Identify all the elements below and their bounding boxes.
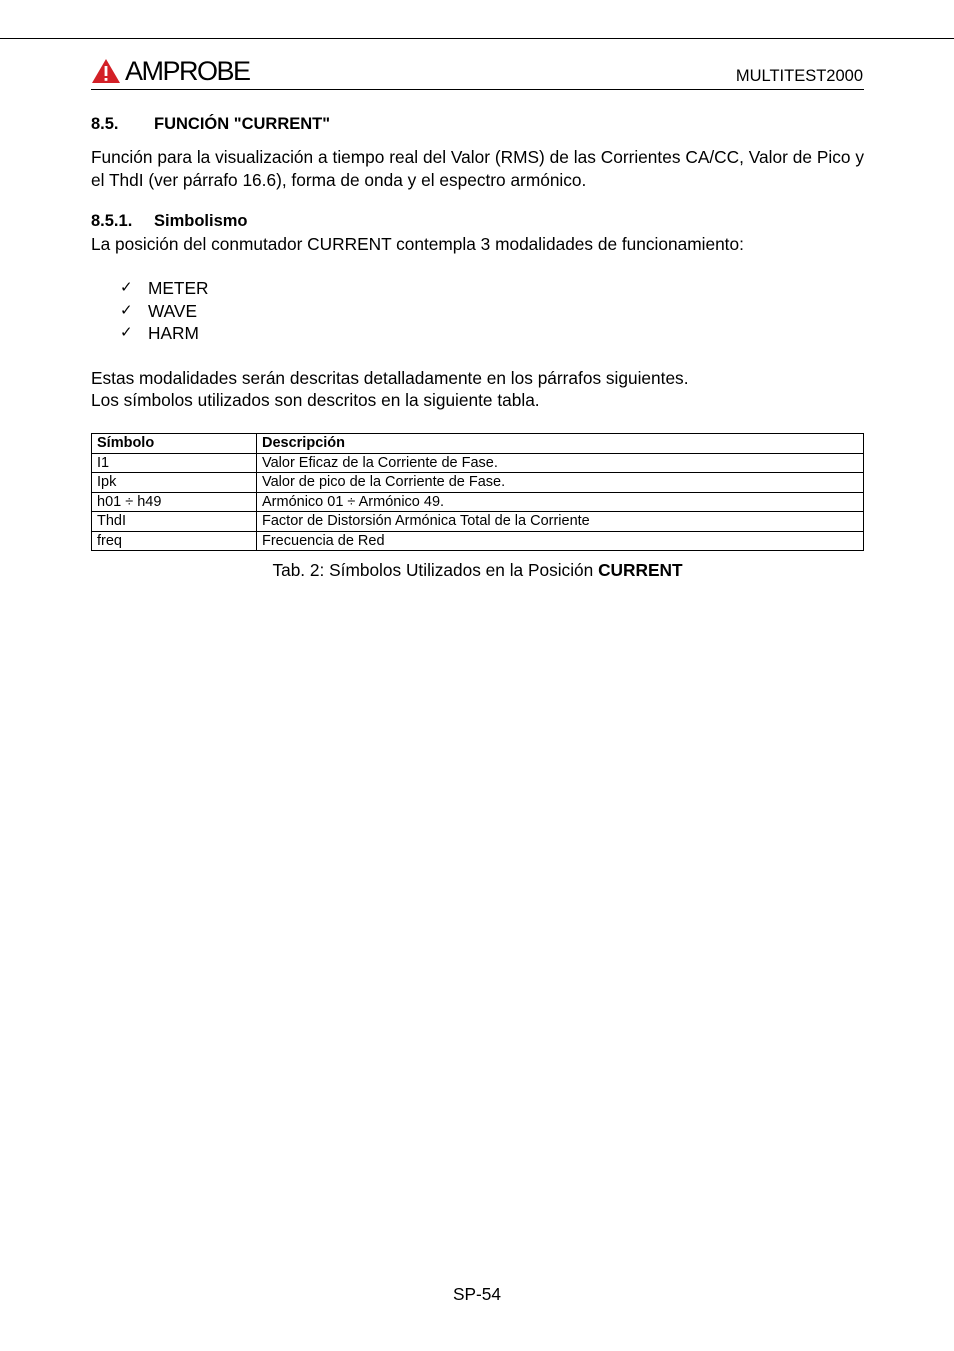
list-item [120, 277, 208, 300]
modes-note: Estas modalidades serán descritas detalladamente en los párrafos siguientes. [91, 368, 689, 388]
description-cell: Valor Eficaz de la Corriente de Fase. [257, 453, 864, 473]
section-intro: Función para la visualización a tiempo real del Valor (RMS) de las Corrientes CA/CC, Valor de Pico y el ThdI (ver párrafo 16.6), forma de onda y el espectro armónico. [91, 147, 864, 190]
column-header-description: Descripción [257, 434, 864, 454]
column-header-symbol: Símbolo [92, 434, 257, 454]
table-caption [91, 560, 864, 581]
page-header [91, 52, 864, 90]
description-cell: Factor de Distorsión Armónica Total de la Corriente [257, 512, 864, 532]
caption-position-name: CURRENT [598, 560, 683, 580]
check-icon: ✓ [120, 301, 133, 319]
table-intro: Los símbolos utilizados son descritos en la siguiente tabla. [91, 390, 540, 410]
table-row [92, 531, 864, 551]
symbol-cell: freq [92, 531, 257, 551]
subsection-heading [91, 212, 248, 231]
section-title: FUNCIÓN "CURRENT" [154, 115, 331, 133]
description-cell: Frecuencia de Red [257, 531, 864, 551]
list-item [120, 322, 208, 345]
brand-name: AMPROBE [125, 56, 250, 86]
subsection-number: 8.5.1. [91, 212, 133, 230]
description-cell: Armónico 01 ÷ Armónico 49. [257, 492, 864, 512]
section-number: 8.5. [91, 115, 119, 133]
check-icon: ✓ [120, 279, 133, 296]
symbol-cell: h01 ÷ h49 [92, 492, 257, 512]
description-cell: Valor de pico de la Corriente de Fase. [257, 473, 864, 493]
page-number: SP-54 [452, 1284, 502, 1304]
table-row [92, 512, 864, 532]
subsection-intro: La posición del conmutador CURRENT contempla 3 modalidades de funcionamiento: [91, 234, 744, 254]
subsection-title: Simbolismo [154, 212, 248, 230]
table-row [92, 473, 864, 493]
warning-triangle-icon [91, 58, 121, 84]
check-icon: ✓ [120, 324, 133, 342]
symbol-cell: Ipk [92, 473, 257, 493]
symbol-cell: I1 [92, 453, 257, 473]
table-header-row [92, 434, 864, 454]
symbol-cell: ThdI [92, 512, 257, 532]
top-rule [0, 38, 954, 39]
mode-label: HARM [148, 323, 199, 344]
section-heading [91, 115, 330, 134]
list-item [120, 300, 208, 323]
symbols-table [91, 433, 864, 551]
table-row [92, 492, 864, 512]
table-row [92, 453, 864, 473]
mode-label: WAVE [148, 300, 197, 321]
caption-text: Tab. 2: Símbolos Utilizados en la Posición [272, 560, 599, 580]
brand-logo [91, 56, 250, 86]
model-name: MULTITEST2000 [735, 67, 863, 85]
modes-list [120, 277, 208, 345]
mode-label: METER [148, 278, 209, 298]
